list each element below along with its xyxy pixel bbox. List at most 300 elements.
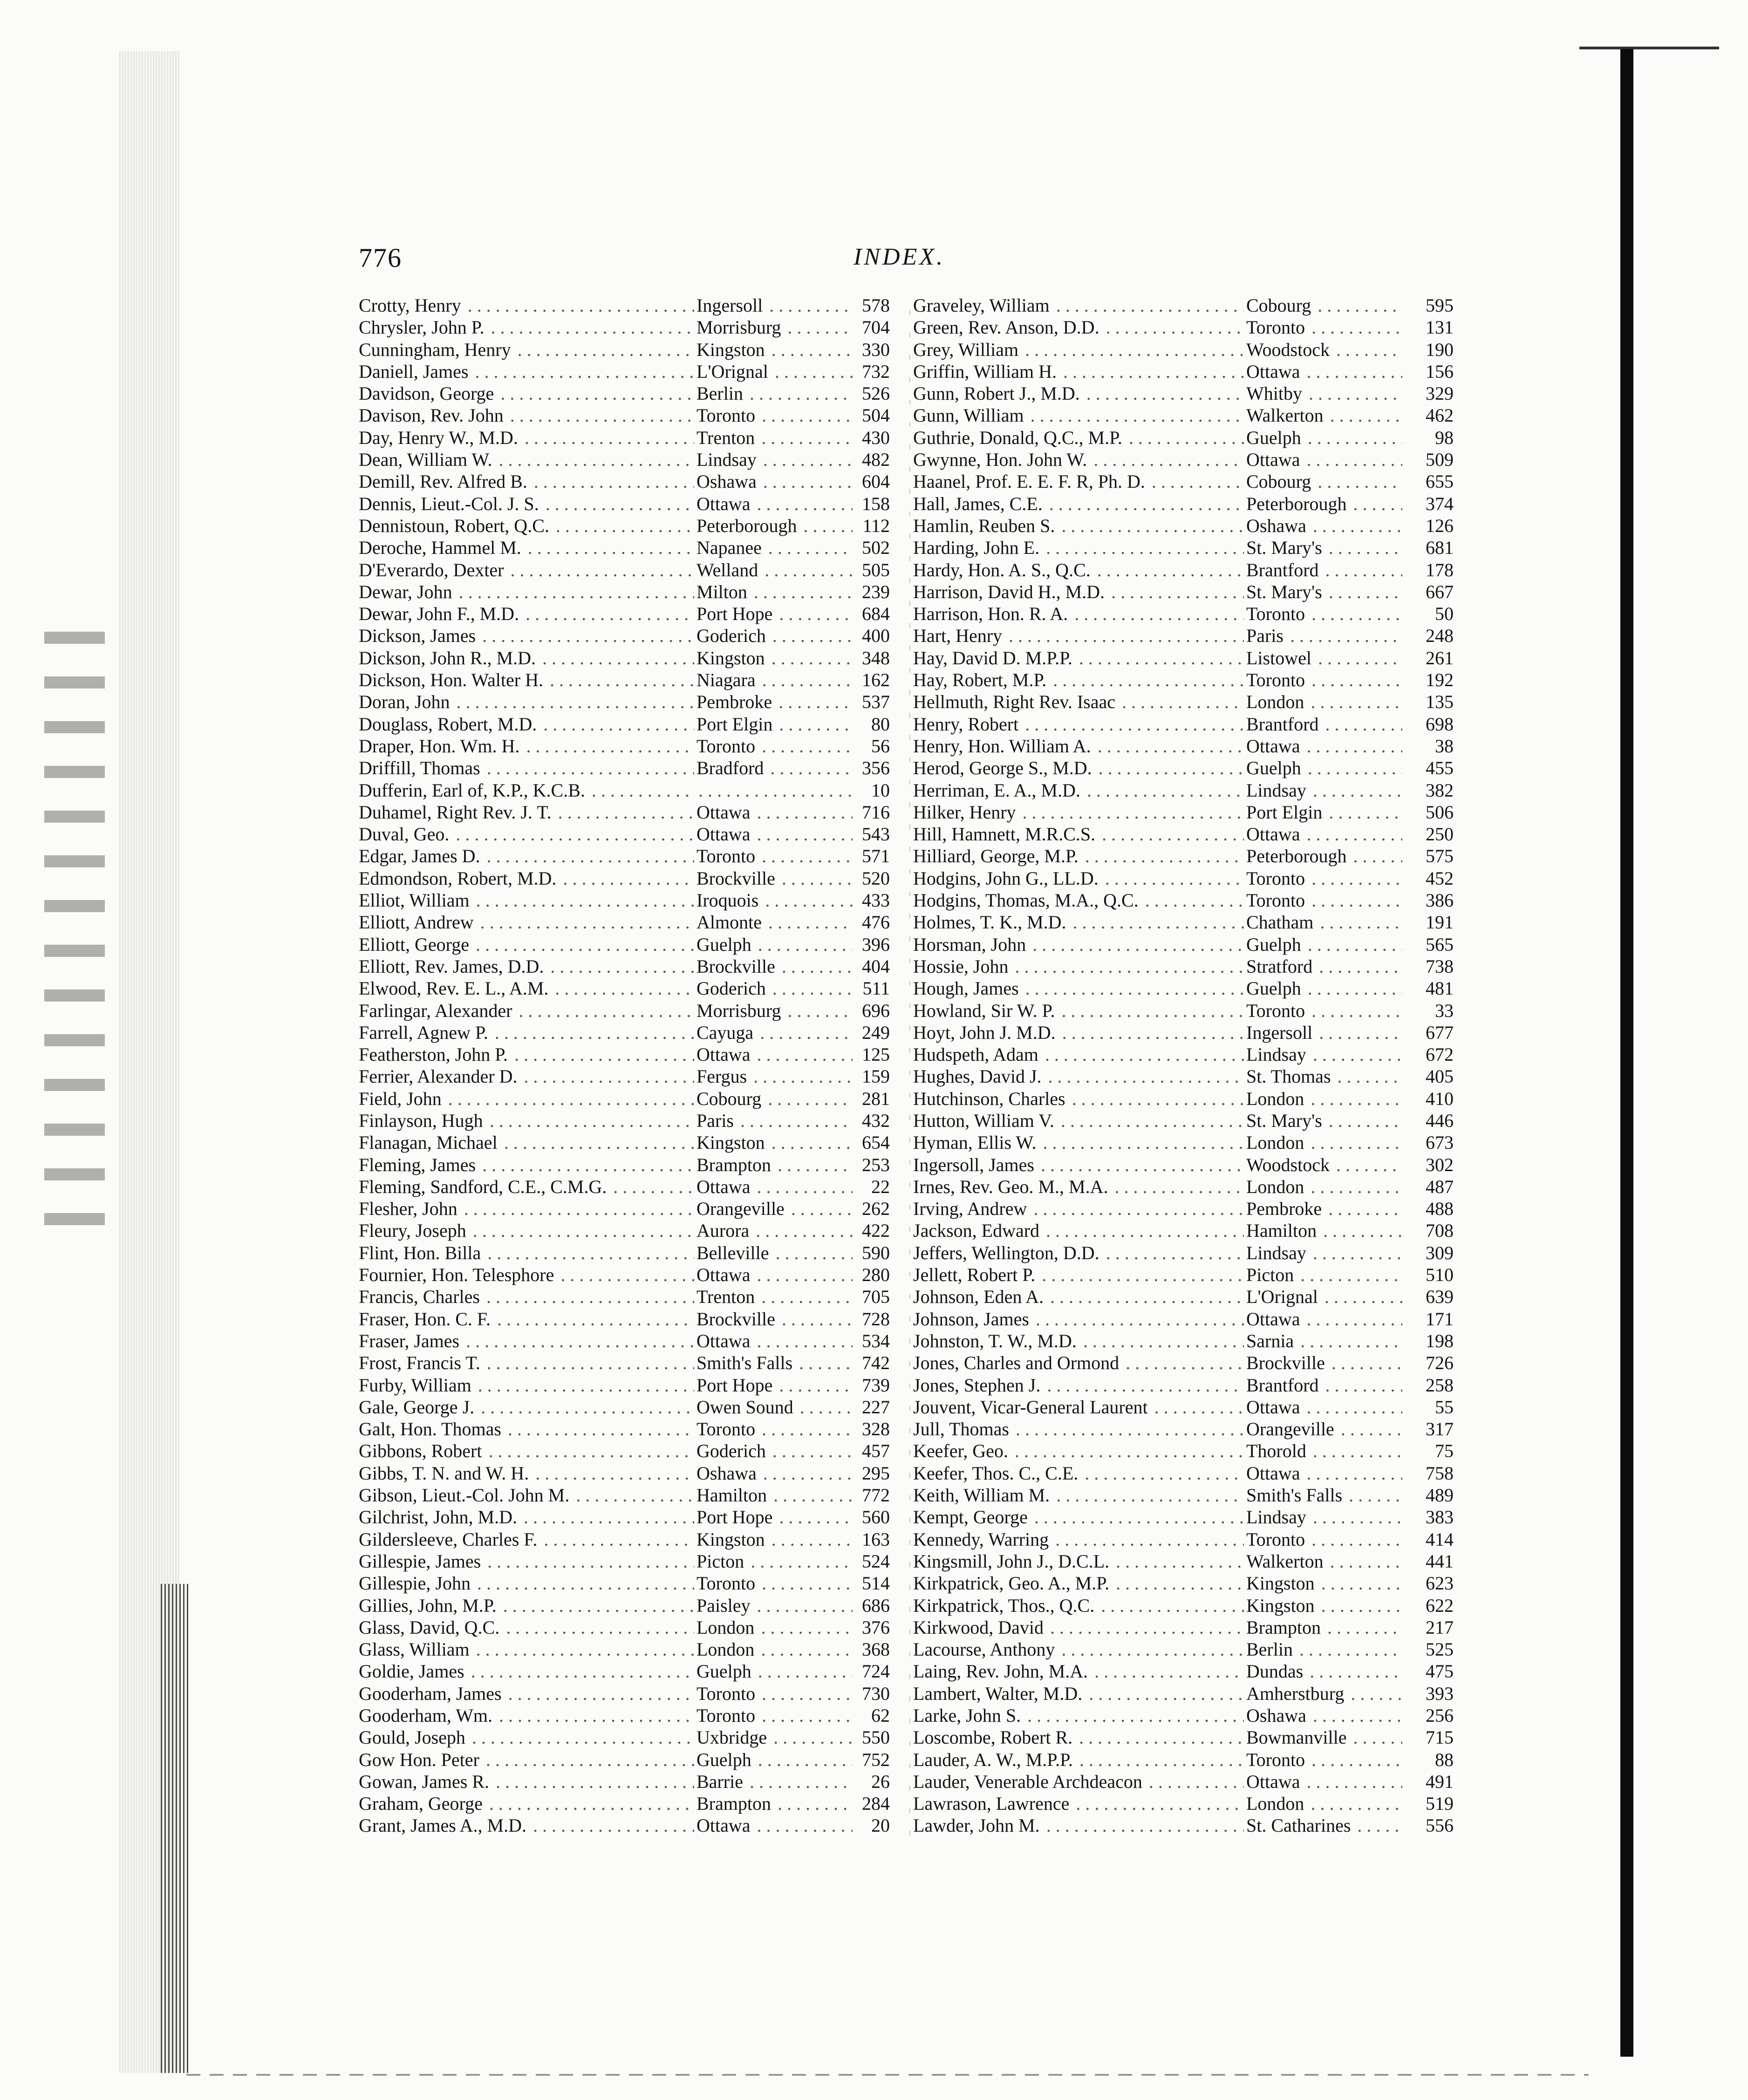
- index-entry: [913, 1242, 1472, 1264]
- entry-page-number: 217: [1402, 1616, 1454, 1638]
- scan-edge-dark-strip: [161, 1584, 189, 2073]
- entry-name: Hall, James, C.E. . . .: [913, 493, 1244, 515]
- entry-place: Uxbridge . . .: [696, 1726, 855, 1748]
- entry-name: Harding, John E. . . .: [913, 537, 1244, 559]
- entry-name: Kempt, George . . .: [913, 1506, 1244, 1528]
- entry-place: Port Elgin . . .: [1246, 801, 1405, 823]
- entry-page-number: 738: [1402, 955, 1454, 977]
- index-entry: [913, 911, 1472, 933]
- entry-place: Brockville . . .: [696, 955, 855, 977]
- entry-page-number: 654: [853, 1132, 890, 1153]
- index-entry: [913, 515, 1472, 537]
- entry-name: Elwood, Rev. E. L., A.M. . . .: [359, 977, 694, 999]
- index-entry: [913, 889, 1472, 911]
- entry-name: Hyman, Ellis W. . . .: [913, 1132, 1244, 1153]
- entry-page-number: 639: [1402, 1286, 1454, 1308]
- entry-name: Jellett, Robert P. . . .: [913, 1264, 1244, 1286]
- entry-name: Gowan, James R. . . .: [359, 1771, 694, 1793]
- entry-page-number: 284: [853, 1793, 890, 1814]
- entry-name: Fournier, Hon. Telesphore . . .: [359, 1264, 694, 1286]
- entry-name: Irving, Andrew . . .: [913, 1198, 1244, 1220]
- entry-place: Toronto . . .: [1246, 669, 1405, 691]
- entry-place: Ottawa . . .: [696, 1176, 855, 1198]
- entry-place: Thorold . . .: [1246, 1440, 1405, 1462]
- index-entry: [913, 1484, 1472, 1506]
- entry-page-number: 672: [1402, 1043, 1454, 1065]
- entry-page-number: 482: [853, 449, 890, 470]
- entry-place: Lindsay . . .: [1246, 1242, 1405, 1264]
- entry-name: Howland, Sir W. P. . . .: [913, 1000, 1244, 1022]
- entry-name: Gilchrist, John, M.D. . . .: [359, 1506, 694, 1528]
- entry-name: Graham, George . . .: [359, 1793, 694, 1814]
- index-entry: [913, 316, 1472, 338]
- index-entry: [913, 1440, 1472, 1462]
- entry-name: Furby, William . . .: [359, 1374, 694, 1396]
- entry-place: Smith's Falls . . .: [1246, 1484, 1405, 1506]
- entry-place: Oshawa . . .: [1246, 1705, 1405, 1726]
- entry-name: Day, Henry W., M.D. . . .: [359, 427, 694, 449]
- entry-place: Cobourg . . .: [696, 1088, 855, 1110]
- entry-place: Guelph . . .: [696, 1660, 855, 1682]
- entry-place: Woodstock . . .: [1246, 339, 1405, 361]
- entry-name: Featherston, John P. . . .: [359, 1043, 694, 1065]
- entry-place: Brantford . . .: [1246, 1374, 1405, 1396]
- entry-page-number: 22: [853, 1176, 890, 1198]
- entry-place: Ottawa . . .: [696, 1330, 855, 1352]
- index-entry: [913, 470, 1472, 492]
- entry-page-number: 20: [853, 1814, 890, 1836]
- entry-name: Douglass, Robert, M.D. . . .: [359, 713, 694, 735]
- index-entry: [913, 779, 1472, 801]
- entry-place: London . . .: [1246, 691, 1405, 713]
- index-entry: [913, 1638, 1472, 1660]
- entry-page-number: 476: [853, 911, 890, 933]
- entry-place: Lindsay . . .: [1246, 1043, 1405, 1065]
- entry-page-number: 571: [853, 845, 890, 867]
- entry-page-number: 317: [1402, 1418, 1454, 1440]
- index-entry: [913, 1110, 1472, 1132]
- entry-name: Kingsmill, John J., D.C.L. . . .: [913, 1550, 1244, 1572]
- entry-name: Gillies, John, M.P. . . .: [359, 1595, 694, 1616]
- index-entry: [913, 1749, 1472, 1771]
- entry-name: Griffin, William H. . . .: [913, 361, 1244, 382]
- entry-place: Stratford . . .: [1246, 955, 1405, 977]
- entry-name: Glass, William . . .: [359, 1638, 694, 1660]
- entry-page-number: 198: [1402, 1330, 1454, 1352]
- entry-page-number: 250: [1402, 823, 1454, 845]
- entry-name: Cunningham, Henry . . .: [359, 339, 694, 361]
- index-entry: [913, 1572, 1472, 1594]
- running-head: INDEX.: [853, 244, 945, 270]
- entry-name: Hart, Henry . . .: [913, 625, 1244, 647]
- entry-name: Jones, Charles and Ormond . . .: [913, 1352, 1244, 1374]
- entry-place: Brantford . . .: [1246, 713, 1405, 735]
- entry-name: Henry, Robert . . .: [913, 713, 1244, 735]
- entry-place: Goderich . . .: [696, 1440, 855, 1462]
- entry-name: Frost, Francis T. . . .: [359, 1352, 694, 1374]
- entry-name: Fraser, Hon. C. F. . . .: [359, 1308, 694, 1330]
- entry-page-number: 441: [1402, 1550, 1454, 1572]
- index-entry: [913, 955, 1472, 977]
- entry-place: Milton . . .: [696, 581, 855, 603]
- entry-page-number: 681: [1402, 537, 1454, 559]
- entry-place: [696, 779, 855, 801]
- entry-page-number: 248: [1402, 625, 1454, 647]
- index-entry: [913, 1043, 1472, 1065]
- index-entry: [913, 537, 1472, 559]
- entry-page-number: 704: [853, 316, 890, 338]
- entry-page-number: 126: [1402, 515, 1454, 537]
- entry-page-number: 730: [853, 1683, 890, 1705]
- index-entry: [913, 1132, 1472, 1153]
- entry-place: Niagara . . .: [696, 669, 855, 691]
- entry-page-number: 510: [1402, 1264, 1454, 1286]
- entry-page-number: 376: [853, 1616, 890, 1638]
- entry-page-number: 732: [853, 361, 890, 382]
- entry-place: St. Mary's . . .: [1246, 537, 1405, 559]
- entry-name: Horsman, John . . .: [913, 934, 1244, 955]
- entry-name: Jackson, Edward . . .: [913, 1220, 1244, 1241]
- entry-page-number: 452: [1402, 867, 1454, 889]
- entry-page-number: 159: [853, 1065, 890, 1087]
- entry-name: Duval, Geo. . . .: [359, 823, 694, 845]
- entry-page-number: 543: [853, 823, 890, 845]
- entry-place: Brockville . . .: [696, 867, 855, 889]
- entry-place: Fergus . . .: [696, 1065, 855, 1087]
- entry-place: Almonte . . .: [696, 911, 855, 933]
- entry-place: Peterborough . . .: [696, 515, 855, 537]
- index-entry: [913, 647, 1472, 669]
- entry-name: Dufferin, Earl of, K.P., K.C.B. . . .: [359, 779, 694, 801]
- entry-page-number: 280: [853, 1264, 890, 1286]
- entry-name: Lawrason, Lawrence . . .: [913, 1793, 1244, 1814]
- entry-place: Lindsay . . .: [1246, 779, 1405, 801]
- entry-place: Toronto . . .: [1246, 1000, 1405, 1022]
- entry-page-number: 475: [1402, 1660, 1454, 1682]
- entry-page-number: 253: [853, 1154, 890, 1176]
- entry-name: Dennistoun, Robert, Q.C. . . .: [359, 515, 694, 537]
- entry-page-number: 457: [853, 1440, 890, 1462]
- entry-page-number: 462: [1402, 404, 1454, 426]
- entry-name: Fraser, James . . .: [359, 1330, 694, 1352]
- entry-place: Bowmanville . . .: [1246, 1726, 1405, 1748]
- entry-name: Gooderham, James . . .: [359, 1683, 694, 1705]
- entry-name: Johnston, T. W., M.D. . . .: [913, 1330, 1244, 1352]
- scan-top-rule: [1579, 47, 1719, 49]
- entry-name: Flanagan, Michael . . .: [359, 1132, 694, 1153]
- entry-place: Paris . . .: [696, 1110, 855, 1132]
- entry-page-number: 595: [1402, 294, 1454, 316]
- entry-page-number: 404: [853, 955, 890, 977]
- entry-page-number: 56: [853, 735, 890, 757]
- index-entry: [913, 625, 1472, 647]
- entry-name: Lawder, John M. . . .: [913, 1814, 1244, 1836]
- entry-place: Ottawa . . .: [1246, 1396, 1405, 1418]
- entry-page-number: 356: [853, 757, 890, 779]
- entry-name: Hamlin, Reuben S. . . .: [913, 515, 1244, 537]
- entry-name: Holmes, T. K., M.D. . . .: [913, 911, 1244, 933]
- entry-name: Gillespie, James . . .: [359, 1550, 694, 1572]
- entry-name: Flesher, John . . .: [359, 1198, 694, 1220]
- entry-page-number: 374: [1402, 493, 1454, 515]
- entry-page-number: 772: [853, 1484, 890, 1506]
- entry-place: Oshawa . . .: [696, 470, 855, 492]
- entry-place: Toronto . . .: [1246, 867, 1405, 889]
- entry-page-number: 715: [1402, 1726, 1454, 1748]
- entry-place: Picton . . .: [696, 1550, 855, 1572]
- entry-page-number: 410: [1402, 1088, 1454, 1110]
- index-entry: [913, 1528, 1472, 1550]
- entry-name: Goldie, James . . .: [359, 1660, 694, 1682]
- entry-name: Laing, Rev. John, M.A. . . .: [913, 1660, 1244, 1682]
- entry-page-number: 491: [1402, 1771, 1454, 1793]
- index-entry: [913, 1396, 1472, 1418]
- entry-name: Grant, James A., M.D. . . .: [359, 1814, 694, 1836]
- entry-name: Haanel, Prof. E. E. F. R, Ph. D. . . .: [913, 470, 1244, 492]
- entry-page-number: 526: [853, 382, 890, 404]
- entry-place: Aurora . . .: [696, 1220, 855, 1241]
- entry-name: Hough, James . . .: [913, 977, 1244, 999]
- entry-page-number: 156: [1402, 361, 1454, 382]
- entry-name: Dean, William W. . . .: [359, 449, 694, 470]
- entry-page-number: 655: [1402, 470, 1454, 492]
- index-entry: [913, 669, 1472, 691]
- index-entry: [913, 1418, 1472, 1440]
- entry-name: Davison, Rev. John . . .: [359, 404, 694, 426]
- entry-name: Fleury, Joseph . . .: [359, 1220, 694, 1241]
- entry-place: Guelph . . .: [1246, 427, 1405, 449]
- entry-page-number: 742: [853, 1352, 890, 1374]
- entry-place: Lindsay . . .: [696, 449, 855, 470]
- entry-page-number: 556: [1402, 1814, 1454, 1836]
- entry-place: Goderich . . .: [696, 977, 855, 999]
- entry-place: London . . .: [1246, 1793, 1405, 1814]
- index-entry: [913, 1022, 1472, 1043]
- entry-place: Ottawa . . .: [1246, 1308, 1405, 1330]
- index-entry: [913, 1705, 1472, 1726]
- entry-page-number: 163: [853, 1528, 890, 1550]
- entry-name: Hossie, John . . .: [913, 955, 1244, 977]
- entry-name: Johnson, Eden A. . . .: [913, 1286, 1244, 1308]
- entry-page-number: 112: [853, 515, 890, 537]
- entry-name: Jeffers, Wellington, D.D. . . .: [913, 1242, 1244, 1264]
- entry-name: Lambert, Walter, M.D. . . .: [913, 1683, 1244, 1705]
- index-column-right: [913, 294, 1472, 1837]
- entry-name: Gillespie, John . . .: [359, 1572, 694, 1594]
- entry-place: Toronto . . .: [1246, 316, 1405, 338]
- entry-name: Kirkwood, David . . .: [913, 1616, 1244, 1638]
- entry-page-number: 422: [853, 1220, 890, 1241]
- entry-page-number: 724: [853, 1660, 890, 1682]
- entry-page-number: 62: [853, 1705, 890, 1726]
- entry-name: Hodgins, Thomas, M.A., Q.C. . . .: [913, 889, 1244, 911]
- entry-page-number: 348: [853, 647, 890, 669]
- entry-page-number: 752: [853, 1749, 890, 1771]
- entry-name: Deroche, Hammel M. . . .: [359, 537, 694, 559]
- entry-name: Keefer, Geo. . . .: [913, 1440, 1244, 1462]
- entry-place: Hamilton . . .: [696, 1484, 855, 1506]
- entry-name: Kennedy, Warring . . .: [913, 1528, 1244, 1550]
- index-entry: [913, 934, 1472, 955]
- entry-place: Iroquois . . .: [696, 889, 855, 911]
- entry-place: St. Mary's . . .: [1246, 1110, 1405, 1132]
- entry-name: Hardy, Hon. A. S., Q.C. . . .: [913, 559, 1244, 581]
- entry-page-number: 386: [1402, 889, 1454, 911]
- entry-place: Guelph . . .: [696, 934, 855, 955]
- entry-name: Hodgins, John G., LL.D. . . .: [913, 867, 1244, 889]
- entry-page-number: 728: [853, 1308, 890, 1330]
- entry-page-number: 295: [853, 1462, 890, 1484]
- entry-page-number: 705: [853, 1286, 890, 1308]
- entry-place: Berlin . . .: [1246, 1638, 1405, 1660]
- entry-page-number: 191: [1402, 911, 1454, 933]
- entry-place: Kingston . . .: [696, 1528, 855, 1550]
- entry-name: Elliott, Rev. James, D.D. . . .: [359, 955, 694, 977]
- index-entry: [913, 1088, 1472, 1110]
- entry-page-number: 302: [1402, 1154, 1454, 1176]
- entry-place: Trenton . . .: [696, 1286, 855, 1308]
- entry-page-number: 171: [1402, 1308, 1454, 1330]
- entry-page-number: 565: [1402, 934, 1454, 955]
- index-entry: [913, 559, 1472, 581]
- entry-page-number: 433: [853, 889, 890, 911]
- entry-name: Hilliard, George, M.P. . . .: [913, 845, 1244, 867]
- entry-name: Gale, George J. . . .: [359, 1396, 694, 1418]
- entry-place: Orangeville . . .: [1246, 1418, 1405, 1440]
- index-entry: [913, 713, 1472, 735]
- entry-name: Gunn, Robert J., M.D. . . .: [913, 382, 1244, 404]
- entry-page-number: 590: [853, 1242, 890, 1264]
- entry-place: Port Hope . . .: [696, 603, 855, 625]
- entry-name: Flint, Hon. Billa . . .: [359, 1242, 694, 1264]
- entry-place: Toronto . . .: [696, 1418, 855, 1440]
- entry-name: Harrison, David H., M.D. . . .: [913, 581, 1244, 603]
- scan-bottom-rule: [186, 2074, 1589, 2076]
- entry-page-number: 396: [853, 934, 890, 955]
- entry-name: Lauder, Venerable Archdeacon . . .: [913, 1771, 1244, 1793]
- entry-name: D'Everardo, Dexter . . .: [359, 559, 694, 581]
- entry-place: Brampton . . .: [1246, 1616, 1405, 1638]
- entry-name: Doran, John . . .: [359, 691, 694, 713]
- entry-page-number: 487: [1402, 1176, 1454, 1198]
- entry-page-number: 677: [1402, 1022, 1454, 1043]
- entry-name: Hutchinson, Charles . . .: [913, 1088, 1244, 1110]
- entry-page-number: 239: [853, 581, 890, 603]
- index-entry: [913, 1000, 1472, 1022]
- entry-place: Brockville . . .: [696, 1308, 855, 1330]
- entry-name: Keefer, Thos. C., C.E. . . .: [913, 1462, 1244, 1484]
- index-entry: [913, 1176, 1472, 1198]
- entry-place: Peterborough . . .: [1246, 493, 1405, 515]
- entry-place: St. Catharines . . .: [1246, 1814, 1405, 1836]
- index-entry: [913, 735, 1472, 757]
- entry-page-number: 383: [1402, 1506, 1454, 1528]
- index-entry: [913, 1154, 1472, 1176]
- index-entry: [913, 845, 1472, 867]
- entry-page-number: 55: [1402, 1396, 1454, 1418]
- index-entry: [913, 1793, 1472, 1814]
- entry-place: Ottawa . . .: [696, 493, 855, 515]
- index-entry: [913, 1065, 1472, 1087]
- entry-place: Port Hope . . .: [696, 1374, 855, 1396]
- entry-page-number: 430: [853, 427, 890, 449]
- entry-place: Toronto . . .: [696, 1705, 855, 1726]
- index-entry: [913, 581, 1472, 603]
- entry-name: Kirkpatrick, Thos., Q.C. . . .: [913, 1595, 1244, 1616]
- index-entry: [913, 493, 1472, 515]
- entry-place: Guelph . . .: [696, 1749, 855, 1771]
- entry-place: Barrie . . .: [696, 1771, 855, 1793]
- entry-page-number: 511: [853, 977, 890, 999]
- entry-name: Gould, Joseph . . .: [359, 1726, 694, 1748]
- entry-place: Toronto . . .: [696, 1683, 855, 1705]
- index-entry: [913, 427, 1472, 449]
- entry-place: Lindsay . . .: [1246, 1506, 1405, 1528]
- entry-page-number: 550: [853, 1726, 890, 1748]
- entry-page-number: 489: [1402, 1484, 1454, 1506]
- entry-name: Kirkpatrick, Geo. A., M.P. . . .: [913, 1572, 1244, 1594]
- index-entry: [913, 1330, 1472, 1352]
- entry-page-number: 368: [853, 1638, 890, 1660]
- entry-name: Hay, Robert, M.P. . . .: [913, 669, 1244, 691]
- entry-name: Dewar, John . . .: [359, 581, 694, 603]
- entry-page-number: 673: [1402, 1132, 1454, 1153]
- entry-name: Jones, Stephen J. . . .: [913, 1374, 1244, 1396]
- entry-page-number: 190: [1402, 339, 1454, 361]
- entry-place: Toronto . . .: [696, 404, 855, 426]
- entry-name: Hay, David D. M.P.P. . . .: [913, 647, 1244, 669]
- entry-page-number: 382: [1402, 779, 1454, 801]
- entry-place: London . . .: [696, 1616, 855, 1638]
- index-entry: [913, 1220, 1472, 1241]
- entry-place: Kingston . . .: [1246, 1572, 1405, 1594]
- entry-name: Herod, George S., M.D. . . .: [913, 757, 1244, 779]
- entry-place: Cobourg . . .: [1246, 294, 1405, 316]
- entry-place: Morrisburg . . .: [696, 1000, 855, 1022]
- page-number: 776: [359, 243, 402, 273]
- index-entry: [913, 1374, 1472, 1396]
- entry-name: Gildersleeve, Charles F. . . .: [359, 1528, 694, 1550]
- entry-place: Peterborough . . .: [1246, 845, 1405, 867]
- entry-place: Ottawa . . .: [1246, 361, 1405, 382]
- entry-name: Irnes, Rev. Geo. M., M.A. . . .: [913, 1176, 1244, 1198]
- index-entry: [913, 603, 1472, 625]
- entry-place: Toronto . . .: [1246, 889, 1405, 911]
- entry-place: Listowel . . .: [1246, 647, 1405, 669]
- entry-place: London . . .: [1246, 1088, 1405, 1110]
- entry-name: Ferrier, Alexander D. . . .: [359, 1065, 694, 1087]
- entry-place: Guelph . . .: [1246, 934, 1405, 955]
- entry-page-number: 514: [853, 1572, 890, 1594]
- entry-place: Goderich . . .: [696, 625, 855, 647]
- index-entry: [913, 1264, 1472, 1286]
- entry-name: Finlayson, Hugh . . .: [359, 1110, 694, 1132]
- entry-place: Oshawa . . .: [696, 1462, 855, 1484]
- entry-place: Ottawa . . .: [1246, 449, 1405, 470]
- entry-place: Toronto . . .: [1246, 1749, 1405, 1771]
- entry-name: Herriman, E. A., M.D. . . .: [913, 779, 1244, 801]
- index-entry: [913, 1616, 1472, 1638]
- entry-name: Davidson, George . . .: [359, 382, 694, 404]
- entry-page-number: 131: [1402, 316, 1454, 338]
- index-entry: [913, 1726, 1472, 1748]
- entry-page-number: 400: [853, 625, 890, 647]
- entry-place: Oshawa . . .: [1246, 515, 1405, 537]
- entry-page-number: 525: [1402, 1638, 1454, 1660]
- entry-page-number: 623: [1402, 1572, 1454, 1594]
- entry-page-number: 98: [1402, 427, 1454, 449]
- entry-name: Driffill, Thomas . . .: [359, 757, 694, 779]
